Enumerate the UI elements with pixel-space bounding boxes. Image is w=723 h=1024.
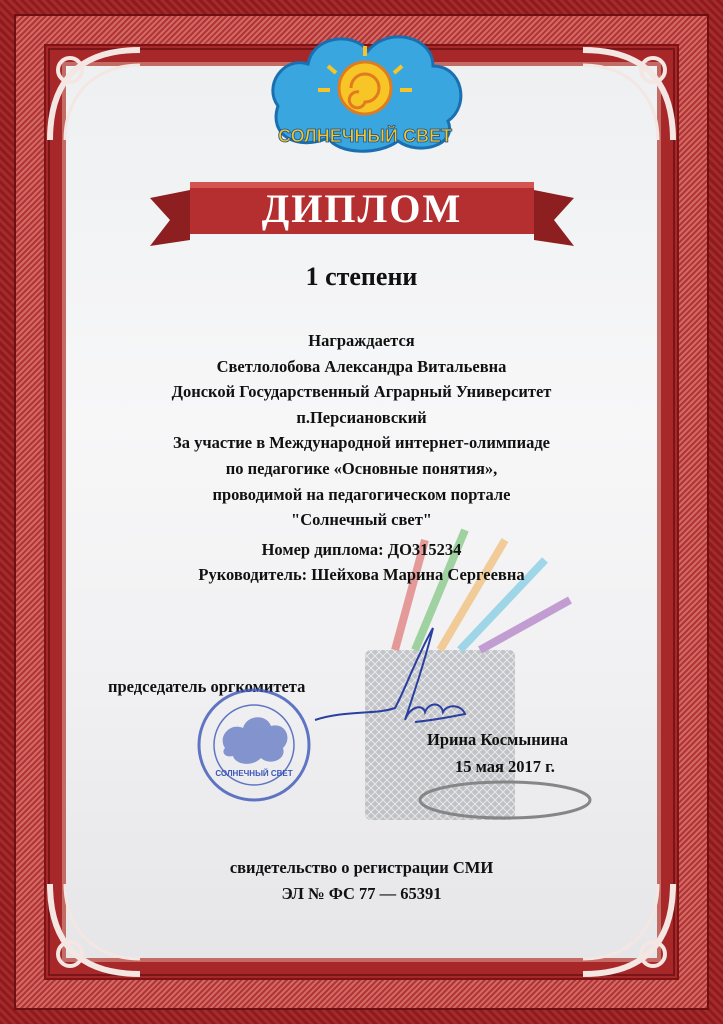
degree-text: 1 степени	[305, 262, 418, 291]
registration-number: ЭЛ № ФС 77 — 65391	[281, 884, 442, 903]
award-line: Награждается	[308, 331, 415, 350]
chairman-label: председатель оргкомитета	[108, 677, 306, 696]
sun-logo	[258, 26, 472, 156]
institution: Донской Государственный Аграрный Университет	[171, 382, 552, 402]
logo-text: СОЛНЕЧНЫЙ СВЕТ	[278, 126, 452, 146]
diploma-number: Номер диплома: ДО315234	[261, 539, 462, 559]
award-line: по педагогике «Основные понятия»,	[225, 458, 498, 478]
portal-name: "Солнечный свет"	[291, 510, 432, 530]
signer-name: Ирина Космынина	[427, 730, 569, 749]
title-ribbon	[150, 168, 574, 248]
award-line: За участие в Международной интернет-олимпиаде	[172, 433, 550, 453]
issue-date: 15 мая 2017 г.	[455, 757, 555, 776]
award-text	[0, 328, 723, 588]
diploma-title: ДИПЛОМ	[261, 186, 463, 231]
location: п.Персиановский	[296, 407, 427, 427]
award-line: проводимой на педагогическом портале	[212, 484, 511, 504]
corner-ornament-icon	[573, 40, 683, 150]
recipient-name: Светлолобова Александра Витальевна	[216, 356, 507, 376]
media-registration	[0, 855, 723, 907]
official-stamp	[195, 686, 313, 804]
stamp-text: СОЛНЕЧНЫЙ СВЕТ	[215, 769, 293, 778]
registration-label: свидетельство о регистрации СМИ	[229, 858, 494, 877]
corner-ornament-icon	[40, 40, 150, 150]
supervisor: Руководитель: Шейхова Марина Сергеевна	[198, 565, 525, 585]
